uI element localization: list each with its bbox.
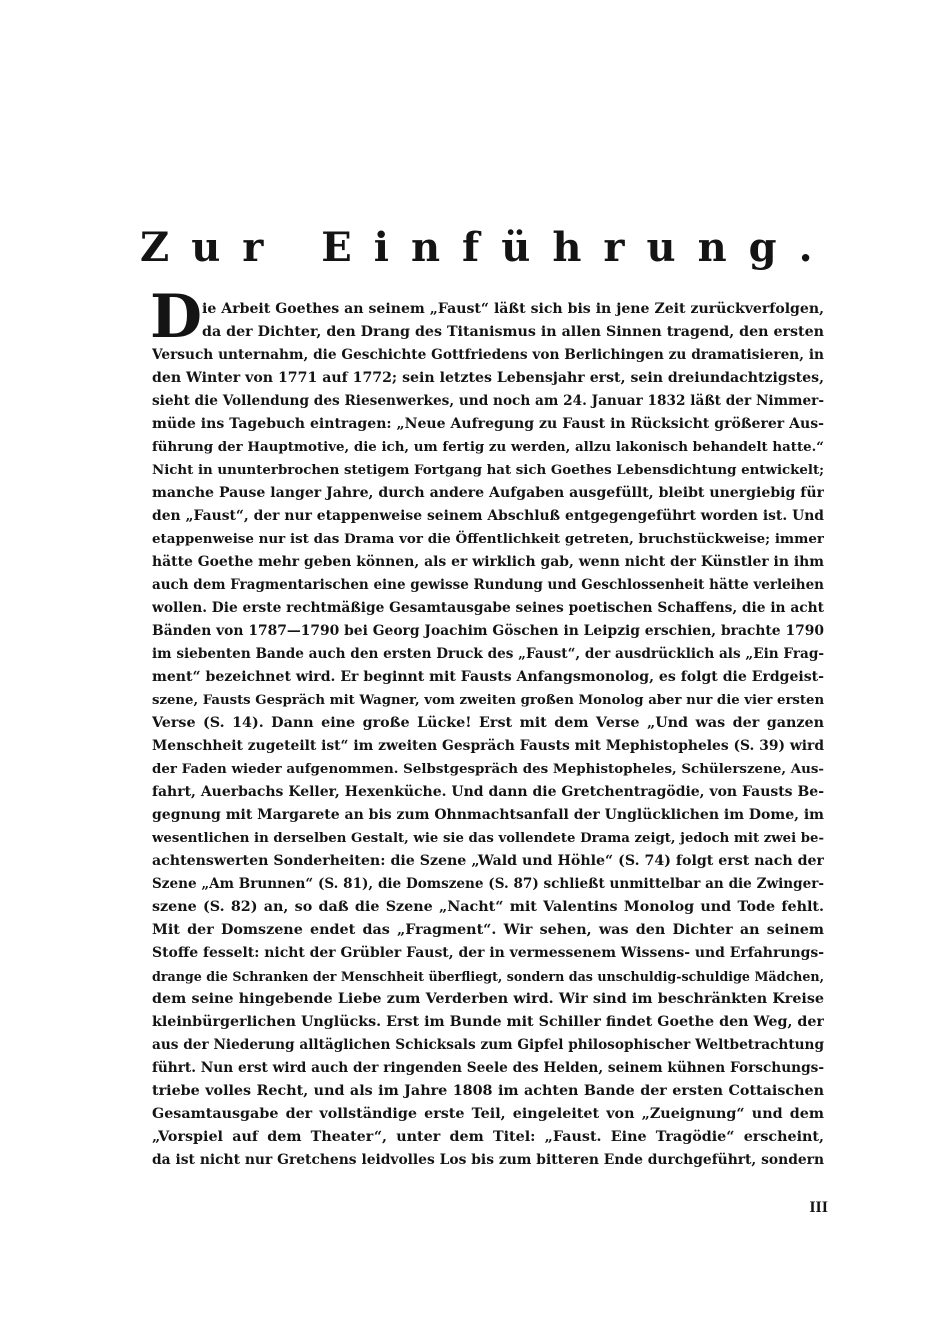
text-line: szene, Fausts Gespräch mit Wagner, vom zweiten großen Monolog aber nur die vier ersten [152,693,824,708]
text-line: Stoffe fesselt: nicht der Grübler Faust, der in vermessenem Wissens- und Erfahrungs- [152,945,824,961]
text-line: aus der Niederung alltäglichen Schicksals zum Gipfel philosophischer Weltbetrachtung [152,1037,824,1053]
text-line: triebe volles Recht, und als im Jahre 1808 im achten Bande der ersten Cottaischen [152,1083,824,1099]
text-line: szene (S. 82) an, so daß die Szene „Nacht“ mit Valentins Monolog und Tode fehlt. [152,899,824,915]
text-line: wesentlichen in derselben Gestalt, wie sie das vollendete Drama zeigt, jedoch mit zwei be- [152,831,824,846]
text-line: der Faden wieder aufgenommen. Selbstgespräch des Mephistopheles, Schülerszene, Aus- [152,761,824,777]
text-line: etappenweise nur ist das Drama vor die Öffentlichkeit getreten, bruchstückweise; immer [152,531,824,547]
drop-cap-initial: D [150,282,203,352]
text-line: Menschheit zugeteilt ist“ im zweiten Gespräch Fausts mit Mephistopheles (S. 39) wird [152,738,824,754]
text-line: dem seine hingebende Liebe zum Verderben wird. Wir sind im beschränkten Kreise [152,991,824,1007]
text-line: ment“ bezeichnet wird. Er beginnt mit Fausts Anfangsmonolog, es folgt die Erdgeist- [152,669,824,685]
chapter-title: Zur Einführung. [140,224,835,271]
body-paragraph [152,298,824,1172]
text-line: Szene „Am Brunnen“ (S. 81), die Domszene (S. 87) schließt unmittelbar an die Zwinger- [152,876,824,892]
text-line: sieht die Vollendung des Riesenwerkes, und noch am 24. Januar 1832 läßt der Nimmer- [152,393,824,409]
text-line: auch dem Fragmentarischen eine gewisse Rundung und Geschlossenheit hätte verleihen [152,577,824,593]
text-line: Mit der Domszene endet das „Fragment“. Wir sehen, was den Dichter an seinem [152,922,824,938]
text-line: „Vorspiel auf dem Theater“, unter dem Titel: „Faust. Eine Tragödie“ erscheint, [152,1129,824,1145]
text-line: da der Dichter, den Drang des Titanismus in allen Sinnen tragend, den ersten [202,324,824,340]
text-line: kleinbürgerlichen Unglücks. Erst im Bunde mit Schiller findet Goethe den Weg, der [152,1014,824,1030]
text-line: führung der Hauptmotive, die ich, um fertig zu werden, allzu lakonisch behandelt hatte.“ [152,439,824,455]
text-line: führt. Nun erst wird auch der ringenden Seele des Helden, seinem kühnen Forschungs- [152,1060,824,1076]
text-line: Versuch unternahm, die Geschichte Gottfriedens von Berlichingen zu dramatisieren, in [152,347,824,363]
text-line: müde ins Tagebuch eintragen: „Neue Aufregung zu Faust in Rücksicht größerer Aus- [152,416,824,432]
text-line: Verse (S. 14). Dann eine große Lücke! Erst mit dem Verse „Und was der ganzen [152,715,824,731]
text-line: ie Arbeit Goethes an seinem „Faust“ läßt sich bis in jene Zeit zurückverfolgen, [202,301,824,317]
text-line: Nicht in ununterbrochen stetigem Fortgang hat sich Goethes Lebensdichtung entwickelt; [152,462,824,478]
text-line: Bänden von 1787—1790 bei Georg Joachim Göschen in Leipzig erschien, brachte 1790 [152,623,824,639]
text-line: achtenswerten Sonderheiten: die Szene „Wald und Höhle“ (S. 74) folgt erst nach der [152,853,824,869]
text-line: im siebenten Bande auch den ersten Druck des „Faust“, der ausdrücklich als „Ein Frag- [152,646,824,662]
text-line: gegnung mit Margarete an bis zum Ohnmachtsanfall der Unglücklichen im Dome, im [152,807,824,823]
page-number: III [809,1199,828,1216]
text-line: fahrt, Auerbachs Keller, Hexenküche. Und dann die Gretchentragödie, von Fausts Be- [152,784,824,800]
text-line: hätte Goethe mehr geben können, als er wirklich gab, wenn nicht der Künstler in ihm [152,554,824,570]
text-line: Gesamtausgabe der vollständige erste Teil, eingeleitet von „Zueignung“ und dem [152,1106,824,1122]
text-line: den „Faust“, der nur etappenweise seinem Abschluß entgegengeführt worden ist. Und [152,508,824,524]
text-line: manche Pause langer Jahre, durch andere Aufgaben ausgefüllt, bleibt unergiebig für [152,485,824,501]
text-line: da ist nicht nur Gretchens leidvolles Los bis zum bitteren Ende durchgeführt, sondern [152,1152,824,1168]
text-line: wollen. Die erste rechtmäßige Gesamtausgabe seines poetischen Schaffens, die in acht [152,600,824,616]
text-line: drange die Schranken der Menschheit überfliegt, sondern das unschuldig-schuldige Mädchen, [152,969,824,984]
text-line: den Winter von 1771 auf 1772; sein letztes Lebensjahr erst, sein dreiundachtzigstes, [152,370,824,386]
